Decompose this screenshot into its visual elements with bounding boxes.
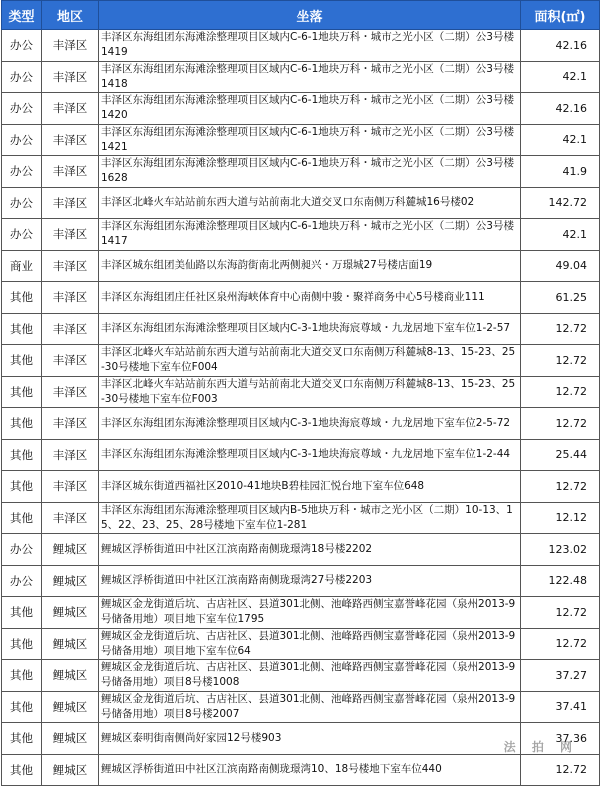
cell-district: 鲤城区: [42, 597, 99, 629]
cell-district: 丰泽区: [42, 471, 99, 503]
cell-district: 丰泽区: [42, 345, 99, 377]
cell-district: 鲤城区: [42, 691, 99, 723]
cell-location: 丰泽区东海组团庄任社区泉州海峡体育中心南侧中骏・聚祥商务中心5号楼商业111: [99, 282, 521, 314]
cell-location: 丰泽区东海组团东海滩涂整理项目区域内C-6-1地块万科・城市之光小区（二期）公3号楼1419: [99, 30, 521, 62]
cell-location: 丰泽区东海组团东海滩涂整理项目区域内C-6-1地块万科・城市之光小区（二期）公3号楼1417: [99, 219, 521, 251]
cell-district: 丰泽区: [42, 30, 99, 62]
cell-district: 丰泽区: [42, 439, 99, 471]
cell-location: 丰泽区城东组团美仙路以东海韵街南北两侧昶兴・万璟城27号楼店面19: [99, 250, 521, 282]
property-table: [1, 0, 600, 786]
table-row: [2, 660, 600, 692]
cell-type: 办公: [2, 93, 42, 125]
cell-location: 丰泽区北峰火车站站前东西大道与站前南北大道交叉口东南侧万科麓城8-13、15-23、25-30号楼地下室车位F003: [99, 376, 521, 408]
header-type: 类型: [2, 1, 42, 30]
cell-location: 丰泽区城东街道西福社区2010-41地块B碧桂园汇悦台地下室车位648: [99, 471, 521, 503]
cell-district: 鲤城区: [42, 565, 99, 597]
cell-type: 其他: [2, 597, 42, 629]
cell-type: 办公: [2, 565, 42, 597]
cell-location: 丰泽区北峰火车站站前东西大道与站前南北大道交叉口东南侧万科麓城16号楼02: [99, 187, 521, 219]
cell-type: 办公: [2, 61, 42, 93]
table-row: [2, 345, 600, 377]
cell-type: 办公: [2, 30, 42, 62]
cell-type: 办公: [2, 219, 42, 251]
table-row: [2, 250, 600, 282]
table-row: [2, 219, 600, 251]
cell-type: 其他: [2, 660, 42, 692]
table-row: [2, 187, 600, 219]
cell-district: 丰泽区: [42, 502, 99, 534]
cell-type: 其他: [2, 408, 42, 440]
cell-area: 12.72: [521, 408, 600, 440]
cell-district: 丰泽区: [42, 61, 99, 93]
cell-type: 其他: [2, 282, 42, 314]
cell-area: 42.16: [521, 30, 600, 62]
table-row: [2, 61, 600, 93]
cell-area: 37.27: [521, 660, 600, 692]
cell-district: 丰泽区: [42, 187, 99, 219]
cell-district: 丰泽区: [42, 219, 99, 251]
table-row: [2, 124, 600, 156]
header-location: 坐落: [99, 1, 521, 30]
cell-area: 12.72: [521, 628, 600, 660]
cell-district: 鲤城区: [42, 660, 99, 692]
cell-area: 122.48: [521, 565, 600, 597]
cell-type: 其他: [2, 313, 42, 345]
watermark: 法 拍 网: [504, 738, 578, 755]
table-row: [2, 156, 600, 188]
cell-area: 12.72: [521, 471, 600, 503]
cell-area: 12.12: [521, 502, 600, 534]
cell-location: 鲤城区浮桥街道田中社区江滨南路南侧珑璟湾18号楼2202: [99, 534, 521, 566]
cell-location: 丰泽区东海组团东海滩涂整理项目区域内C-6-1地块万科・城市之光小区（二期）公3号楼1418: [99, 61, 521, 93]
cell-district: 鲤城区: [42, 723, 99, 755]
cell-area: 142.72: [521, 187, 600, 219]
cell-district: 丰泽区: [42, 408, 99, 440]
cell-district: 丰泽区: [42, 124, 99, 156]
cell-location: 丰泽区东海组团东海滩涂整理项目区域内C-6-1地块万科・城市之光小区（二期）公3号楼1421: [99, 124, 521, 156]
cell-district: 丰泽区: [42, 93, 99, 125]
table-row: [2, 439, 600, 471]
cell-type: 其他: [2, 628, 42, 660]
cell-location: 鲤城区金龙街道后坑、古店社区、县道301北侧、池峰路西侧宝嘉誉峰花园（泉州2013-9号储备用地）项目地下室车位64: [99, 628, 521, 660]
cell-area: 42.1: [521, 61, 600, 93]
table-row: [2, 565, 600, 597]
cell-location: 鲤城区金龙街道后坑、古店社区、县道301北侧、池峰路西侧宝嘉誉峰花园（泉州2013-9号储备用地）项目地下室车位1795: [99, 597, 521, 629]
cell-location: 鲤城区浮桥街道田中社区江滨南路南侧珑璟湾27号楼2203: [99, 565, 521, 597]
cell-area: 12.72: [521, 313, 600, 345]
cell-type: 其他: [2, 754, 42, 786]
cell-area: 41.9: [521, 156, 600, 188]
header-area: 面积(㎡): [521, 1, 600, 30]
cell-type: 其他: [2, 723, 42, 755]
cell-type: 其他: [2, 376, 42, 408]
cell-location: 鲤城区金龙街道后坑、古店社区、县道301北侧、池峰路西侧宝嘉誉峰花园（泉州2013-9号储备用地）项目8号楼2007: [99, 691, 521, 723]
cell-location: 丰泽区东海组团东海滩涂整理项目区域内C-3-1地块海宸尊域・九龙居地下室车位1-2-57: [99, 313, 521, 345]
cell-location: 丰泽区北峰火车站站前东西大道与站前南北大道交叉口东南侧万科麓城8-13、15-23、25-30号楼地下室车位F004: [99, 345, 521, 377]
table-row: [2, 534, 600, 566]
cell-type: 其他: [2, 691, 42, 723]
table-row: [2, 30, 600, 62]
table-row: [2, 754, 600, 786]
cell-location: 丰泽区东海组团东海滩涂整理项目区域内C-6-1地块万科・城市之光小区（二期）公3号楼1420: [99, 93, 521, 125]
cell-area: 37.36: [521, 723, 600, 755]
header-row: [2, 1, 600, 30]
cell-district: 鲤城区: [42, 534, 99, 566]
table-row: [2, 376, 600, 408]
cell-type: 其他: [2, 471, 42, 503]
cell-district: 丰泽区: [42, 282, 99, 314]
cell-district: 丰泽区: [42, 313, 99, 345]
table-row: [2, 597, 600, 629]
table-row: [2, 471, 600, 503]
cell-area: 42.1: [521, 219, 600, 251]
cell-location: 丰泽区东海组团东海滩涂整理项目区域内B-5地块万科・城市之光小区（二期）10-13、15、22、23、25、28号楼地下室车位1-281: [99, 502, 521, 534]
cell-district: 鲤城区: [42, 754, 99, 786]
cell-type: 其他: [2, 502, 42, 534]
cell-district: 鲤城区: [42, 628, 99, 660]
cell-area: 12.72: [521, 754, 600, 786]
cell-area: 42.16: [521, 93, 600, 125]
table-row: [2, 502, 600, 534]
cell-area: 12.72: [521, 345, 600, 377]
cell-area: 12.72: [521, 597, 600, 629]
cell-district: 丰泽区: [42, 376, 99, 408]
cell-location: 丰泽区东海组团东海滩涂整理项目区域内C-3-1地块海宸尊域・九龙居地下室车位2-5-72: [99, 408, 521, 440]
table-row: [2, 628, 600, 660]
cell-area: 123.02: [521, 534, 600, 566]
cell-type: 商业: [2, 250, 42, 282]
cell-area: 61.25: [521, 282, 600, 314]
cell-type: 其他: [2, 439, 42, 471]
cell-area: 37.41: [521, 691, 600, 723]
cell-area: 49.04: [521, 250, 600, 282]
cell-type: 办公: [2, 187, 42, 219]
table-row: [2, 408, 600, 440]
cell-location: 丰泽区东海组团东海滩涂整理项目区域内C-6-1地块万科・城市之光小区（二期）公3号楼1628: [99, 156, 521, 188]
cell-district: 丰泽区: [42, 250, 99, 282]
cell-location: 丰泽区东海组团东海滩涂整理项目区域内C-3-1地块海宸尊域・九龙居地下室车位1-2-44: [99, 439, 521, 471]
cell-type: 其他: [2, 345, 42, 377]
cell-type: 办公: [2, 534, 42, 566]
table-row: [2, 282, 600, 314]
cell-type: 办公: [2, 124, 42, 156]
cell-location: 鲤城区泰明街南侧尚好家园12号楼903: [99, 723, 521, 755]
table-row: [2, 93, 600, 125]
cell-area: 42.1: [521, 124, 600, 156]
table-row: [2, 313, 600, 345]
cell-type: 办公: [2, 156, 42, 188]
cell-area: 12.72: [521, 376, 600, 408]
header-district: 地区: [42, 1, 99, 30]
cell-district: 丰泽区: [42, 156, 99, 188]
cell-area: 25.44: [521, 439, 600, 471]
cell-location: 鲤城区浮桥街道田中社区江滨南路南侧珑璟湾10、18号楼地下室车位440: [99, 754, 521, 786]
cell-location: 鲤城区金龙街道后坑、古店社区、县道301北侧、池峰路西侧宝嘉誉峰花园（泉州2013-9号储备用地）项目8号楼1008: [99, 660, 521, 692]
table-row: [2, 691, 600, 723]
